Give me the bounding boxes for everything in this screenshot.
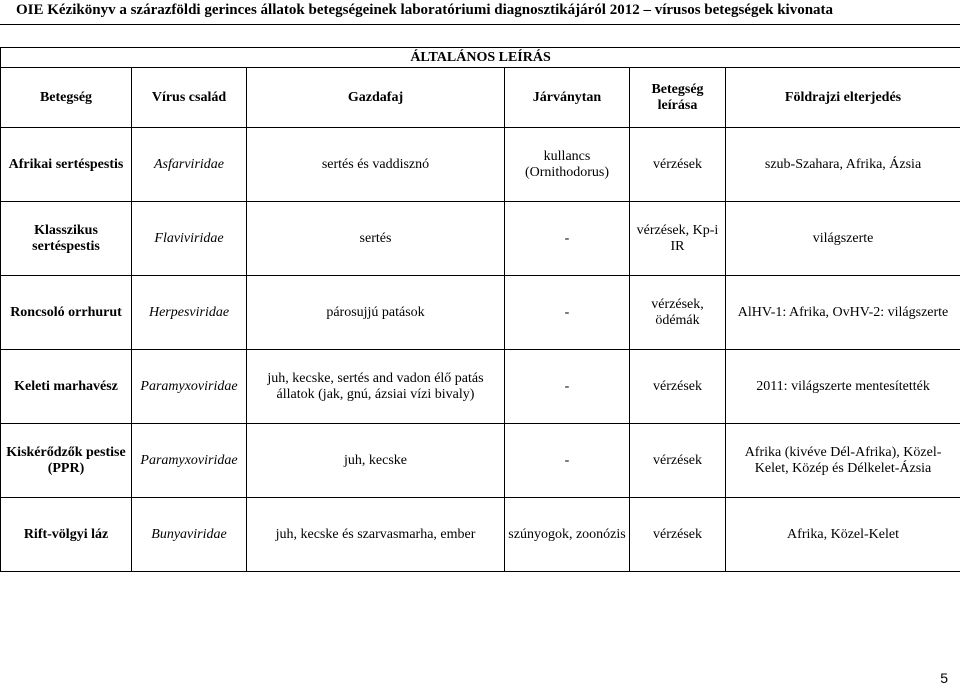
cell-disease: Klasszikus sertéspestis [1, 202, 132, 276]
section-title: ÁLTALÁNOS LEÍRÁS [1, 48, 960, 68]
cell-distribution: 2011: világszerte mentesítették [726, 350, 960, 424]
cell-disease: Roncsoló orrhurut [1, 276, 132, 350]
cell-host: sertés [247, 202, 505, 276]
table-row [1, 350, 960, 424]
title-divider [0, 24, 960, 25]
cell-epidemiology-vector: kullancs [543, 148, 591, 164]
cell-description: vérzések [630, 424, 726, 498]
cell-host: juh, kecske és szarvasmarha, ember [247, 498, 505, 572]
cell-virus-family: Bunyaviridae [132, 498, 247, 572]
cell-distribution: Afrika (kivéve Dél-Afrika), Közel-Kelet, Közép és Délkelet-Ázsia [726, 424, 960, 498]
cell-virus-family: Herpesviridae [132, 276, 247, 350]
table-row [1, 276, 960, 350]
cell-distribution: világszerte [726, 202, 960, 276]
cell-host: juh, kecske, sertés and vadon élő patás állatok (jak, gnú, ázsiai vízi bivaly) [247, 350, 505, 424]
disease-table [0, 47, 960, 572]
header-distribution: Földrajzi elterjedés [726, 68, 960, 128]
page-number: 5 [940, 670, 948, 686]
header-disease: Betegség [1, 68, 132, 128]
cell-disease: Afrikai sertéspestis [1, 128, 132, 202]
table-row [1, 498, 960, 572]
header-virus-family: Vírus család [132, 68, 247, 128]
cell-host: sertés és vaddisznó [247, 128, 505, 202]
cell-virus-family: Flaviviridae [132, 202, 247, 276]
table-row [1, 424, 960, 498]
cell-disease: Rift-völgyi láz [1, 498, 132, 572]
cell-epidemiology-note: (Ornithodorus) [525, 164, 609, 180]
cell-description: vérzések [630, 350, 726, 424]
cell-epidemiology: - [505, 424, 630, 498]
cell-disease: Kiskérődzők pestise (PPR) [1, 424, 132, 498]
table-row [1, 202, 960, 276]
cell-distribution: AlHV-1: Afrika, OvHV-2: világszerte [726, 276, 960, 350]
cell-epidemiology: - [505, 202, 630, 276]
cell-epidemiology: - [505, 350, 630, 424]
header-host: Gazdafaj [247, 68, 505, 128]
cell-host: párosujjú patások [247, 276, 505, 350]
cell-distribution: Afrika, Közel-Kelet [726, 498, 960, 572]
cell-epidemiology [505, 128, 630, 202]
cell-epidemiology: szúnyogok, zoonózis [505, 498, 630, 572]
cell-distribution: szub-Szahara, Afrika, Ázsia [726, 128, 960, 202]
cell-disease: Keleti marhavész [1, 350, 132, 424]
header-epidemiology: Járványtan [505, 68, 630, 128]
cell-epidemiology: - [505, 276, 630, 350]
cell-description: vérzések, ödémák [630, 276, 726, 350]
header-row [1, 68, 960, 128]
cell-virus-family: Asfarviridae [132, 128, 247, 202]
cell-description: vérzések [630, 128, 726, 202]
cell-description: vérzések, Kp-i IR [630, 202, 726, 276]
cell-virus-family: Paramyxoviridae [132, 350, 247, 424]
header-description: Betegség leírása [630, 68, 726, 128]
cell-virus-family: Paramyxoviridae [132, 424, 247, 498]
cell-description: vérzések [630, 498, 726, 572]
table-row [1, 128, 960, 202]
document-title: OIE Kézikönyv a szárazföldi gerinces állatok betegségeinek laboratóriumi diagnosztikájáról 2012 – vírusos betegségek kivonata [16, 2, 834, 18]
cell-host: juh, kecske [247, 424, 505, 498]
